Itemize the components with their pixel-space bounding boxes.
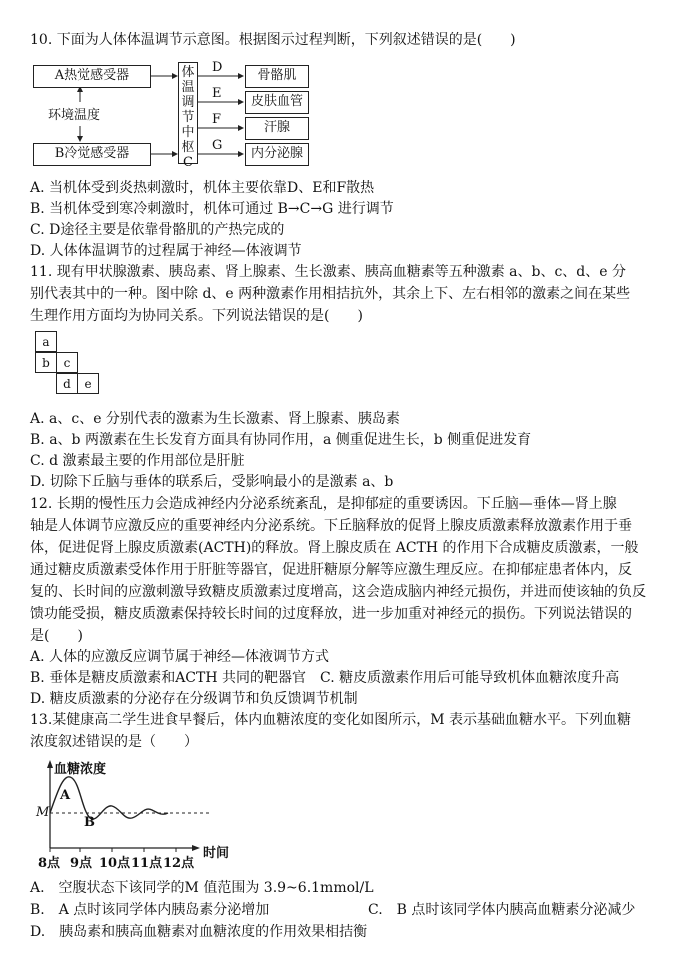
q11-option-a: A. a、c、e 分别代表的激素为生长激素、肾上腺素、胰岛素 [30,411,400,427]
chart-y-arrow [47,760,53,768]
q13-stem-line: 浓度叙述错误的是（ ） [30,734,198,750]
target-endocrine-gland: 内分泌腺 [245,143,309,166]
target-skeletal-muscle: 骨骼肌 [245,65,309,88]
chart-y-label: 血糖浓度 [54,762,107,777]
x-tick-label: 11点 [131,856,163,871]
x-tick-label: 9点 [70,856,93,871]
q10-option-a: A. 当机体受到炎热刺激时，机体主要依靠D、E和F散热 [30,180,375,196]
chart-point-a: A [60,788,71,803]
center-char: C [183,155,193,170]
q10-option-d: D. 人体体温调节的过程属于神经—体液调节 [30,243,302,259]
path-label-e: E [212,86,222,101]
center-char: 枢 [181,140,195,155]
q12-stem-line: 12. 长期的慢性压力会造成神经内分泌系统紊乱，是抑郁症的重要诱因。下丘脑—垂体—肾上腺 [30,496,617,512]
q13-stem-line: 13.某健康高二学生进食早餐后，体内血糖浓度的变化如图所示，M 表示基础血糖水平。下列血糖 [30,712,632,728]
q11-option-c: C. d 激素最主要的作用部位是肝脏 [30,453,245,469]
q12-option-bc: B. 垂体是糖皮质激素和ACTH 共同的靶器官 C. 糖皮质激素作用后可能导致机体血糖浓度升高 [30,670,620,686]
env-temp-label: 环境温度 [48,108,101,123]
center-char: 温 [181,80,195,95]
q11-option-d: D. 切除下丘脑与垂体的联系后，受影响最小的是激素 a、b [30,474,394,490]
grid-cell-d: d [56,373,78,394]
center-char: 中 [181,125,195,140]
path-label-f: F [212,112,222,127]
center-char: 调 [181,95,195,110]
grid-cell-e: e [77,373,99,394]
q13-option-c: C. B 点时该同学体内胰高血糖素分泌减少 [368,902,636,918]
q12-stem-line: 通过糖皮质激素受体作用于肝脏等器官，促进肝糖原分解等应激生理反应。在抑郁症患者体内，反 [30,562,632,578]
q12-option-d: D. 糖皮质激素的分泌存在分级调节和负反馈调节机制 [30,691,358,707]
q10-option-c: C. D途径主要是依靠骨骼肌的产热完成的 [30,222,285,238]
q10-stem: 10. 下面为人体体温调节示意图。根据图示过程判断，下列叙述错误的是( ) [30,32,516,48]
q12-stem-line: 是( ) [30,628,83,644]
q12-stem-line: 体，促进促肾上腺皮质激素(ACTH)的释放。肾上腺皮质在 ACTH 的作用下合成糖皮质激素，一般 [30,540,639,556]
q11-option-b: B. a、b 两激素在生长发育方面具有协同作用，a 侧重促进生长，b 侧重促进发育 [30,432,532,448]
path-label-d: D [212,60,223,75]
grid-cell-a: a [35,331,57,352]
hot-receptor-box: A热觉感受器 [33,65,151,88]
x-tick-label: 10点 [99,856,131,871]
q12-option-a: A. 人体的应激反应调节属于神经—体液调节方式 [30,649,330,665]
q12-stem-line: 馈功能受损，糖皮质激素保持较长时间的过度释放，进一步加重对神经元的损伤。下列说法错误的 [30,606,632,622]
chart-point-b: B [84,815,95,830]
grid-cell-c: c [56,352,78,373]
q12-stem-line: 轴是人体调节应激反应的重要神经内分泌系统。下丘脑释放的促肾上腺皮质激素释放激素作用于垂 [30,518,632,534]
q10-option-b: B. 当机体受到寒冷刺激时，机体可通过 B→C→G 进行调节 [30,201,394,217]
chart-x-label: 时间 [203,846,230,861]
chart-x-arrow [192,845,200,851]
q11-stem-line: 别代表其中的一种。图中除 d、e 两种激素作用相拮抗外，其余上下、左右相邻的激素之间在某些 [30,286,631,302]
q12-stem-line: 复的、长时间的应激刺激导致糖皮质激素过度增高，这会造成脑内神经元损伤，并进而使该轴的负反 [30,584,646,600]
chart-m-marker: M [36,805,50,820]
center-char: 体 [181,65,195,80]
q13-option-a: A. 空腹状态下该同学的M 值范围为 3.9~6.1mmol/L [30,880,374,896]
grid-cell-b: b [35,352,57,373]
q13-option-b: B. A 点时该同学体内胰岛素分泌增加 [30,902,270,918]
q11-stem-line: 生理作用方面均为协同关系。下列说法错误的是( ) [30,308,363,324]
target-sweat-gland: 汗腺 [245,117,309,140]
target-skin-vessels: 皮肤血管 [245,91,309,114]
center-char: 节 [181,110,195,125]
x-tick-label: 8点 [38,856,61,871]
x-tick-label: 12点 [163,856,195,871]
q11-stem-line: 11. 现有甲状腺激素、胰岛素、肾上腺素、生长激素、胰高血糖素等五种激素 a、b、c、d、e 分 [30,264,627,280]
q13-option-d: D. 胰岛素和胰高血糖素对血糖浓度的作用效果相拮衡 [30,924,368,940]
path-label-g: G [212,138,223,153]
cold-receptor-box: B冷觉感受器 [33,143,151,166]
